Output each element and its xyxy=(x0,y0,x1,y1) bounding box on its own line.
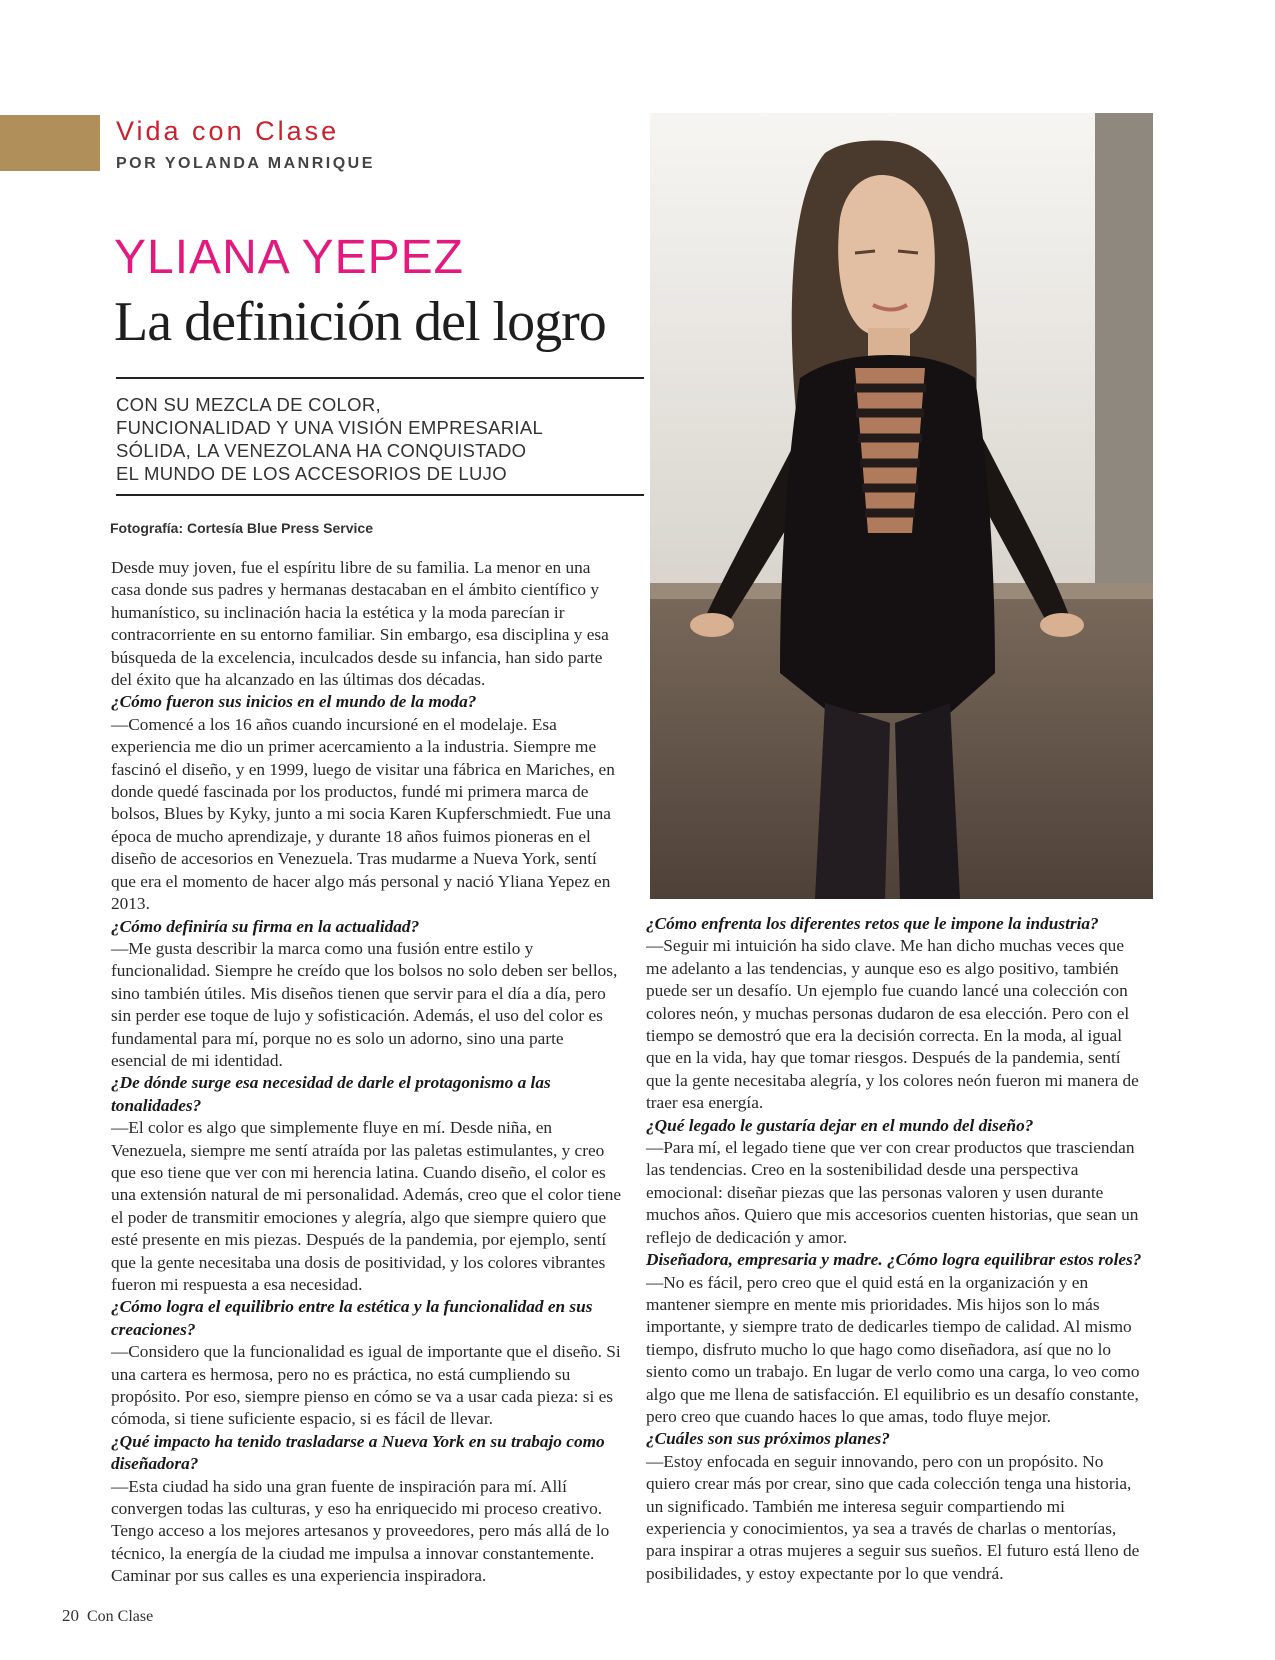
paragraph: —Comencé a los 16 años cuando incursioné en el modelaje. Esa experiencia me dio un primer acercamiento a la industria. Siempre me fascinó el diseño, y en 1999, luego de visitar una fábrica en Mariches, en donde quedé fascinada por los productos, fundé mi primera marca de bolsos, Blues by Kyky, junto a mi socia Karen Kupferschmiedt. Fue una época de mucho aprendizaje, y durante 18 años fuimos pioneras en el diseño de accesorios en Venezuela. Tras mudarme a Nueva York, sentí que era el momento de hacer algo más personal y nació Yliana Yepez en 2013. xyxy=(111,714,615,914)
interview-question: ¿Cómo fueron sus inicios en el mundo de la moda? xyxy=(111,692,477,712)
interview-question: ¿Cómo enfrenta los diferentes retos que le impone la industria? xyxy=(646,914,1099,933)
divider-top xyxy=(116,377,644,379)
interview-question: ¿Qué legado le gustaría dejar en el mundo del diseño? xyxy=(646,1115,1034,1135)
divider-bottom xyxy=(116,494,644,496)
deck-line: EL MUNDO DE LOS ACCESORIOS DE LUJO xyxy=(116,463,507,484)
interview-question: ¿Cómo logra el equilibrio entre la estética y la funcionalidad en sus creaciones? xyxy=(111,1297,593,1339)
portrait-photo xyxy=(650,113,1153,899)
paragraph: —Seguir mi intuición ha sido clave. Me han dicho muchas veces que me adelanto a las tendencias, y aunque eso es algo positivo, también puede ser un desafío. Un ejemplo fue cuando lancé una colección con colores neón, y muchas personas dudaron de esa elección. Pero con el tiempo se demostró que era la decisión correcta. En la moda, al igual que en la vida, hay que tomar riesgos. Después de la pandemia, sentí que la gente necesitaba alegría, y los colores neón fueron mi manera de traer esa energía. xyxy=(646,936,1139,1113)
paragraph: —Esta ciudad ha sido una gran fuente de inspiración para mí. Allí convergen todas las culturas, y eso ha enriquecido mi proceso creativo. Tengo acceso a los mejores artesanos y proveedores, pero más allá de lo técnico, la energía de la ciudad me impulsa a innovar constantemente. Caminar por sus calles es una experiencia inspiradora. xyxy=(111,1476,610,1586)
photo-credit: Fotografía: Cortesía Blue Press Service xyxy=(110,520,373,536)
deck-line: CON SU MEZCLA DE COLOR, xyxy=(116,394,381,415)
page-number: 20 xyxy=(62,1606,79,1625)
article-column-left xyxy=(111,557,623,1588)
deck xyxy=(116,393,636,485)
publication-name: Con Clase xyxy=(87,1608,154,1625)
paragraph: —Estoy enfocada en seguir innovando, pero con un propósito. No quiero crear más por crear, sino que cada colección tenga una historia, un significado. También me interesa seguir compartiendo mi experiencia y conocimientos, ya sea a través de charlas o mentorías, para inspirar a otras mujeres a seguir sus sueños. El futuro está lleno de posibilidades, y estoy expectante por lo que vendrá. xyxy=(646,1451,1140,1583)
paragraph: —Considero que la funcionalidad es igual de importante que el diseño. Si una cartera es hermosa, pero no es práctica, no está cumpliendo su propósito. Por eso, siempre pienso en cómo se va a usar cada pieza: si es cómoda, si tiene suficiente espacio, si es fácil de llevar. xyxy=(111,1342,621,1429)
interview-question: ¿Cuáles son sus próximos planes? xyxy=(646,1429,890,1449)
deck-line: SÓLIDA, LA VENEZOLANA HA CONQUISTADO xyxy=(116,440,527,461)
paragraph: —No es fácil, pero creo que el quid está en la organización y en mantener siempre en mente mis prioridades. Mis hijos son lo más importante, y siempre trato de dedicarles tiempo de calidad. Al mismo tiempo, disfruto mucho lo que hago como diseñadora, así que no lo siento como un trabajo. En lugar de verlo como una carga, lo veo como algo que me llena de satisfacción. El equilibrio es un desafío constante, pero creo que cuando haces lo que amas, todo fluye mejor. xyxy=(646,1272,1140,1426)
headline-title: La definición del logro xyxy=(114,291,606,353)
interview-question: ¿De dónde surge esa necesidad de darle el protagonismo a las tonalidades? xyxy=(111,1073,551,1115)
paragraph: —Me gusta describir la marca como una fusión entre estilo y funcionalidad. Siempre he creído que los bolsos no solo deben ser bellos, sino también útiles. Mis diseños tienen que servir para el día a día, pero sin perder ese toque de lujo y sofisticación. Además, el uso del color es fundamental para mí, porque no es solo un adorno, sino una parte esencial de mi identidad. xyxy=(111,938,618,1070)
article-column-right xyxy=(646,913,1144,1585)
page-footer xyxy=(62,1606,153,1626)
paragraph: —El color es algo que simplemente fluye en mí. Desde niña, en Venezuela, siempre me sentí atraída por las paletas estimulantes, y creo que eso tiene que ver con mi herencia latina. Cuando diseño, el color es una extensión natural de mi personalidad. Además, creo que el color tiene el poder de transmitir emociones y alegría, algo que siempre quiero que esté presente en mis piezas. Después de la pandemia, por ejemplo, sentí que la gente necesitaba una dosis de positividad, y los colores vibrantes fueron mi respuesta a esa necesidad. xyxy=(111,1118,622,1294)
section-title: Vida con Clase xyxy=(116,116,340,146)
paragraph: —Para mí, el legado tiene que ver con crear productos que trasciendan las tendencias. Creo en la sostenibilidad desde una perspectiva emocional: diseñar piezas que las personas valoren y usen durante muchos años. Quiero que mis accesorios cuenten historias, que sean un reflejo de dedicación y amor. xyxy=(646,1138,1139,1247)
headline-name: YLIANA YEPEZ xyxy=(114,231,464,284)
gold-accent-bar xyxy=(0,115,100,171)
interview-question: ¿Qué impacto ha tenido trasladarse a Nueva York en su trabajo como diseñadora? xyxy=(111,1431,605,1474)
byline: POR YOLANDA MANRIQUE xyxy=(116,155,375,172)
paragraph: Desde muy joven, fue el espíritu libre de su familia. La menor en una casa donde sus padres y hermanas destacaban en el ámbito científico y humanístico, su inclinación hacia la estética y la moda parecían ir contracorriente en su entorno familiar. Sin embargo, esa disciplina y esa búsqueda de la excelencia, inculcados desde su infancia, han sido parte del éxito que ha alcanzado en las últimas dos décadas. xyxy=(111,558,609,690)
interview-question: Diseñadora, empresaria y madre. ¿Cómo logra equilibrar estos roles? xyxy=(646,1250,1142,1270)
deck-line: FUNCIONALIDAD Y UNA VISIÓN EMPRESARIAL xyxy=(116,417,544,438)
interview-question: ¿Cómo definiría su firma en la actualidad? xyxy=(111,916,420,936)
